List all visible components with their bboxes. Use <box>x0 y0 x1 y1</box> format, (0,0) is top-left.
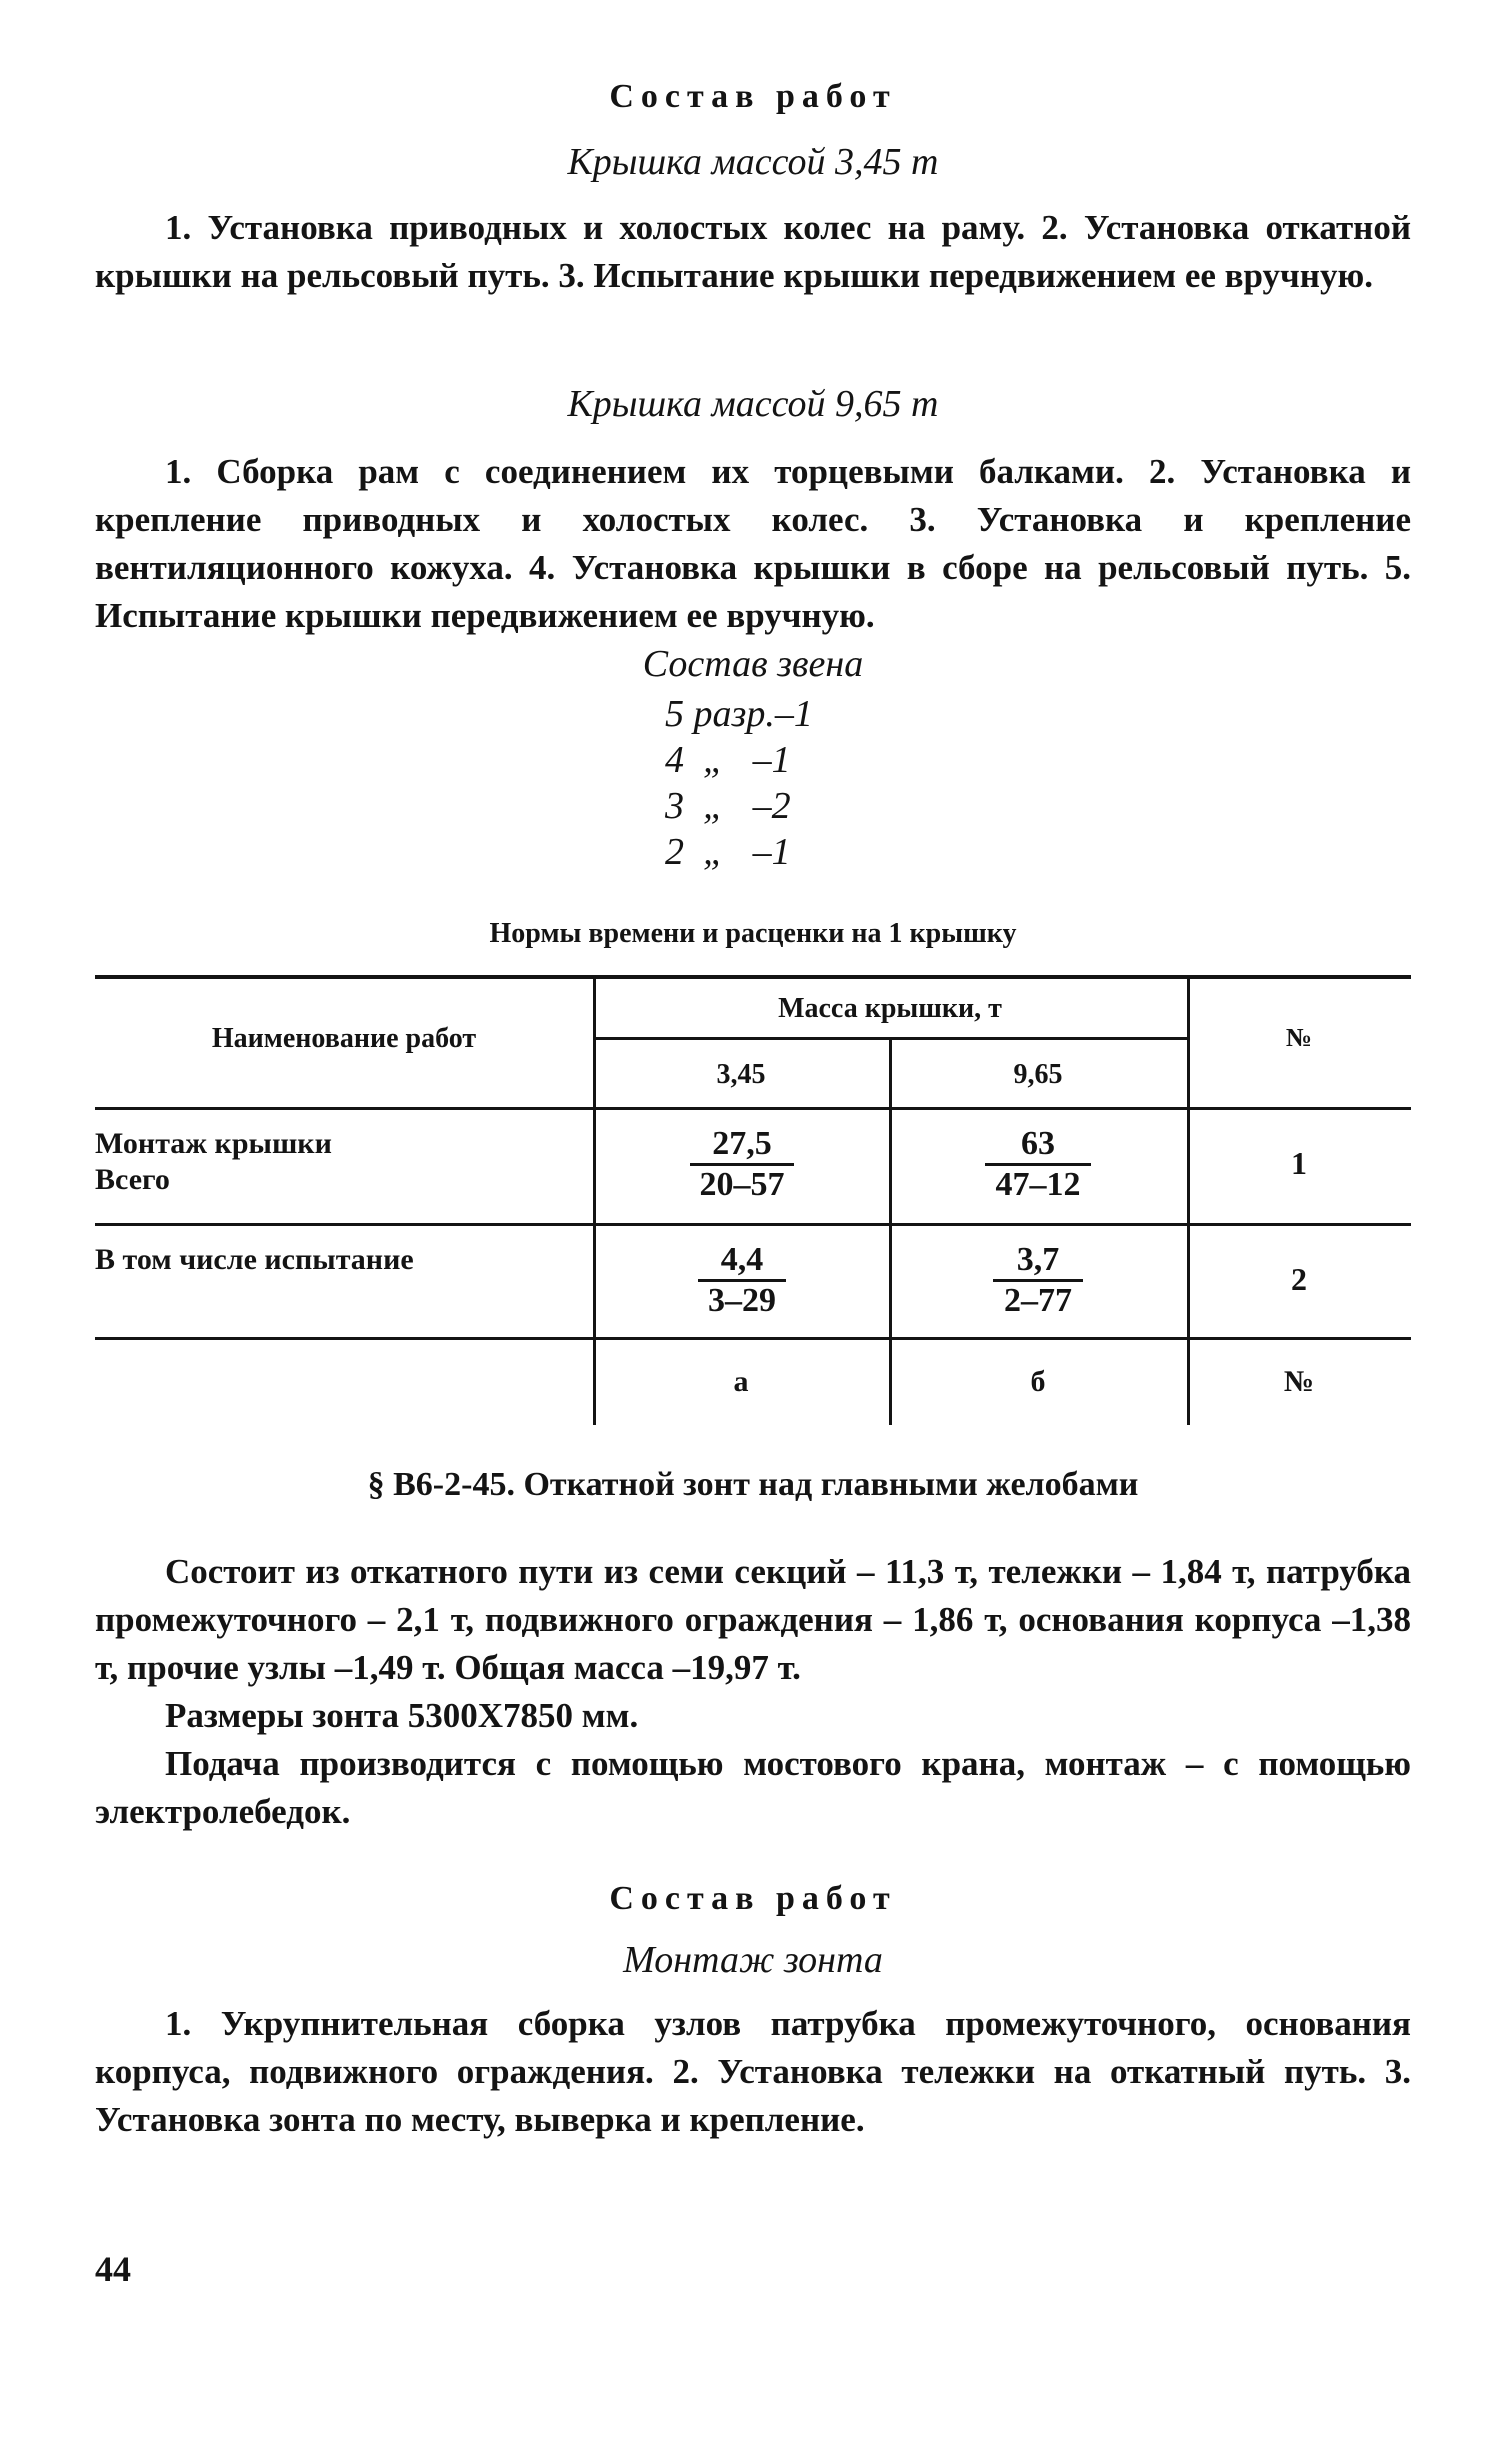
row-1-name-total: Всего <box>95 1163 170 1196</box>
row-1-name: Монтаж крышки <box>95 1127 332 1160</box>
page-number: 44 <box>95 2249 131 2289</box>
table-rule <box>95 1337 1411 1340</box>
crew-line: 5 разр.–1 <box>665 693 813 735</box>
hood-mounting-heading: Монтаж зонта <box>623 1939 883 1981</box>
mass-a-header: 3,45 <box>716 1059 766 1090</box>
work-composition-heading: Состав работ <box>609 1880 897 1917</box>
rate: 20–57 <box>699 1166 785 1203</box>
col-header-mass: Масса крышки, т <box>778 993 1002 1024</box>
work-composition-heading: Состав работ <box>609 78 897 115</box>
cover-3-45-text: 1. Установка приводных и холостых колес на раму. 2. Установка откатной крышки на рельсовый путь. 3. Испытание крышки передвижением ее вручную. <box>95 208 1411 295</box>
crew-title: Состав звена <box>642 643 864 685</box>
row-1-a-value <box>690 1125 794 1204</box>
section-title: § В6-2-45. Откатной зонт над главными желобами <box>367 1466 1139 1503</box>
table-rule <box>95 975 1411 979</box>
footer-col-b: б <box>1030 1365 1046 1398</box>
col-header-number: № <box>1285 1023 1313 1052</box>
hood-mounting-text: 1. Укрупнительная сборка узлов патрубка промежуточного, основания корпуса, подвижного ограждения. 2. Установка тележки на откатный путь. 3. Установка зонта по месту, выверка и крепление. <box>95 2004 1411 2139</box>
rate: 47–12 <box>995 1166 1081 1203</box>
footer-col-a: а <box>733 1365 749 1398</box>
table-rule <box>95 1223 1411 1226</box>
row-2-b-value <box>993 1241 1083 1320</box>
section-paragraph-dimensions: Размеры зонта 5300Х7850 мм. <box>165 1696 639 1735</box>
crew-line: 3 „ –2 <box>665 785 791 827</box>
table-rule <box>95 1107 1411 1110</box>
norm-time: 27,5 <box>690 1125 794 1166</box>
row-1-b-value <box>985 1125 1091 1204</box>
cover-9-65-text: 1. Сборка рам с соединением их торцевыми балками. 2. Установка и крепление приводных и холостых колес. 3. Установка и крепление вентиляционного кожуха. 4. Установка крышки в сборе на рельсовый путь. 5. Испытание крышки передвижением ее вручную. <box>95 452 1411 635</box>
row-2-number: 2 <box>1291 1261 1307 1297</box>
row-2-name: В том числе испытание <box>95 1243 414 1276</box>
table-rule <box>593 975 596 1425</box>
cover-9-65-heading: Крышка массой 9,65 т <box>567 383 939 425</box>
rate: 2–77 <box>1004 1282 1072 1319</box>
row-2-a-value <box>698 1241 786 1320</box>
rate: 3–29 <box>708 1282 776 1319</box>
cover-3-45-heading: Крышка массой 3,45 т <box>567 141 939 183</box>
norm-time: 63 <box>985 1125 1091 1166</box>
norms-table <box>95 975 1411 1425</box>
footer-col-number: № <box>1283 1365 1315 1398</box>
section-paragraph-delivery: Подача производится с помощью мостового крана, монтаж – с помощью электролебедок. <box>95 1744 1411 1831</box>
col-header-work: Наименование работ <box>211 1023 477 1054</box>
mass-b-header: 9,65 <box>1013 1059 1063 1090</box>
norm-time: 4,4 <box>698 1241 786 1282</box>
norms-table-title: Нормы времени и расценки на 1 крышку <box>489 918 1017 949</box>
section-paragraph-composition: Состоит из откатного пути из семи секций – 11,3 т, тележки – 1,84 т, патрубка промежуточного – 2,1 т, подвижного ограждения – 1,86 т, основания корпуса –1,38 т, прочие узлы –1,49 т. Общая масса –19,97 т. <box>95 1552 1411 1687</box>
row-1-number: 1 <box>1291 1145 1307 1181</box>
norm-time: 3,7 <box>993 1241 1083 1282</box>
crew-line: 2 „ –1 <box>665 831 791 873</box>
crew-line: 4 „ –1 <box>665 739 791 781</box>
